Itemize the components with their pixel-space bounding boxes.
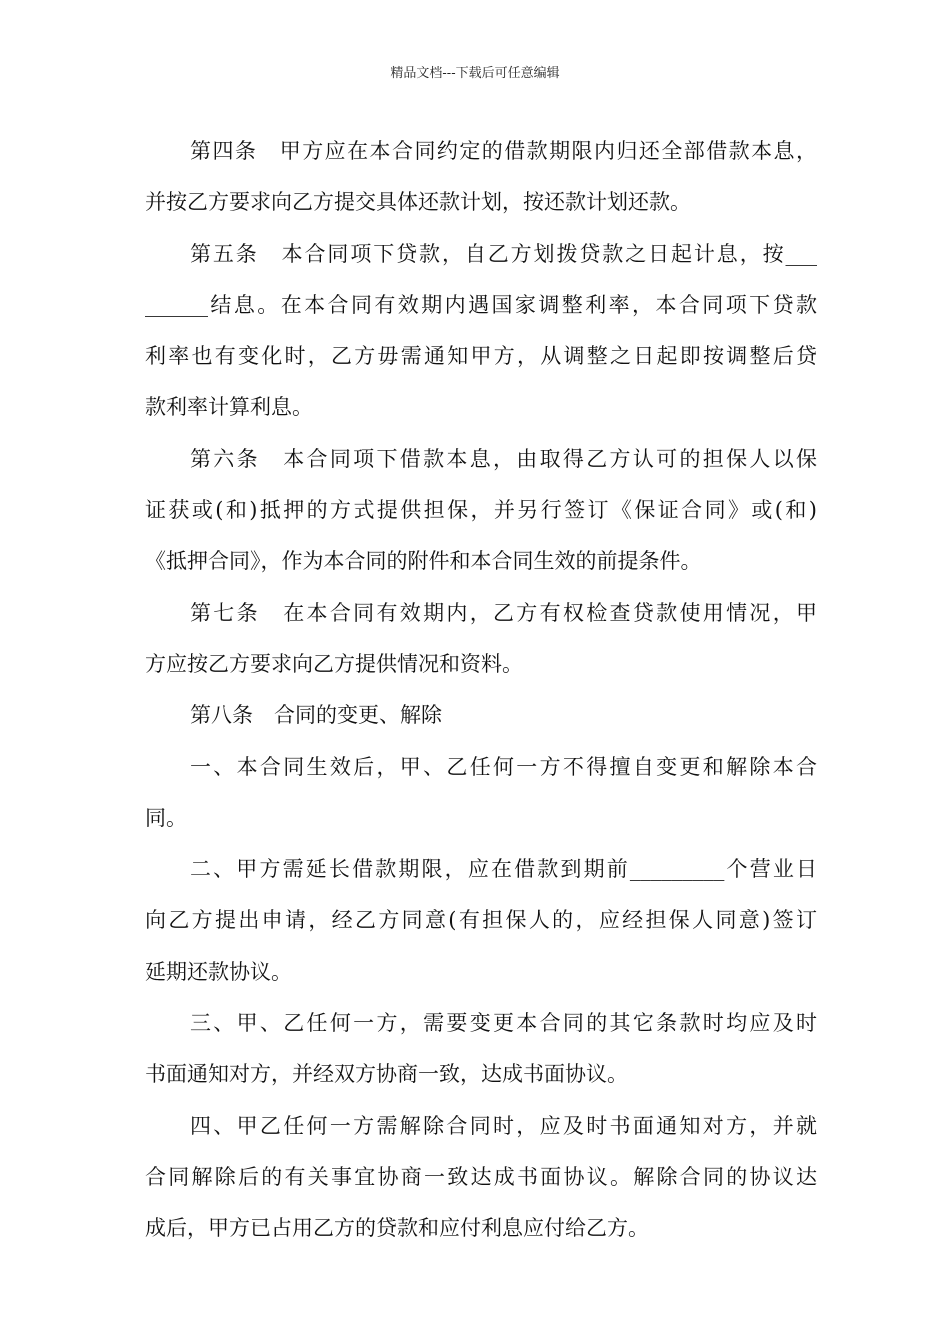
document-line: 向乙方提出申请，经乙方同意(有担保人的，应经担保人同意)签订 <box>145 908 817 933</box>
document-line: 第五条 本合同项下贷款，自乙方划拨贷款之日起计息，按___ <box>190 241 817 266</box>
document-line: 一、本合同生效后，甲、乙任何一方不得擅自变更和解除本合 <box>190 754 817 779</box>
document-line: 款利率计算利息。 <box>145 395 313 420</box>
document-line: 第八条 合同的变更、解除 <box>190 703 442 728</box>
document-line: 第六条 本合同项下借款本息，由取得乙方认可的担保人以保 <box>190 446 817 471</box>
document-line: 利率也有变化时，乙方毋需通知甲方，从调整之日起即按调整后贷 <box>145 344 817 369</box>
document-line: ______结息。在本合同有效期内遇国家调整利率，本合同项下贷款 <box>145 292 817 317</box>
document-line: 第七条 在本合同有效期内，乙方有权检查贷款使用情况，甲 <box>190 600 817 625</box>
document-line: 延期还款协议。 <box>145 959 292 984</box>
page-header: 精品文档---下载后可任意编辑 <box>390 66 560 81</box>
document-line: 书面通知对方，并经双方协商一致，达成书面协议。 <box>145 1062 628 1087</box>
document-line: 合同解除后的有关事宜协商一致达成书面协议。解除合同的协议达 <box>145 1164 817 1189</box>
document-line: 二、甲方需延长借款期限，应在借款到期前_________个营业日 <box>190 857 817 882</box>
document-line: 第四条 甲方应在本合同约定的借款期限内归还全部借款本息， <box>190 139 817 163</box>
document-line: 同。 <box>145 805 187 830</box>
document-line: 《抵押合同》，作为本合同的附件和本合同生效的前提条件。 <box>145 549 702 574</box>
document-line: 并按乙方要求向乙方提交具体还款计划，按还款计划还款。 <box>145 190 691 215</box>
document-body <box>145 126 817 1255</box>
document-line: 四、甲乙任何一方需解除合同时，应及时书面通知对方，并就 <box>190 1113 817 1138</box>
document-line: 三、甲、乙任何一方，需要变更本合同的其它条款时均应及时 <box>190 1011 817 1036</box>
document-line: 证获或(和)抵押的方式提供担保，并另行签订《保证合同》或(和) <box>145 498 817 523</box>
document-line: 成后，甲方已占用乙方的贷款和应付利息应付给乙方。 <box>145 1216 649 1241</box>
document-line: 方应按乙方要求向乙方提供情况和资料。 <box>145 651 523 676</box>
